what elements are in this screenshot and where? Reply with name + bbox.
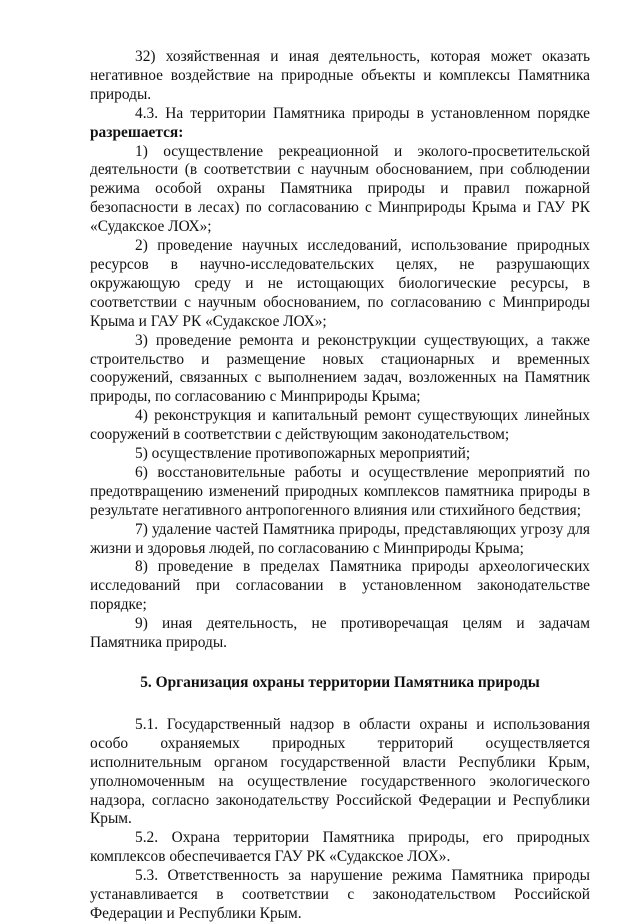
list-item-2: 2) проведение научных исследований, использование природных ресурсов в научно-исследовательских целях, не разрушающих окружающую среду и не истощающих биологические ресурсы, в соответствии с научным обоснованием, по согласованию с Минприроды Крыма и ГАУ РК «Судакское ЛОХ»; <box>90 237 590 330</box>
list-item-4: 4) реконструкция и капитальный ремонт существующих линейных сооружений в соответствии с действующим законодательством; <box>90 407 590 444</box>
paragraph-5-3: 5.3. Ответственность за нарушение режима Памятника природы устанавливается в соответствии с законодательством Российской Федерации и Республики Крым. <box>90 867 590 922</box>
paragraph-4-3 <box>90 105 590 143</box>
paragraph-5-1: 5.1. Государственный надзор в области охраны и использования особо охраняемых природных территорий осуществляется исполнительным органом государственной власти Республики Крым, уполномоченным на осуществление государственного экологического надзора, согласно законодательству Российской Федерации и Республики Крым. <box>90 715 590 828</box>
list-item-5: 5) осуществление противопожарных мероприятий; <box>135 445 471 463</box>
list-item-3: 3) проведение ремонта и реконструкции существующих, а также строительство и размещение новых стационарных и временных сооружений, связанных с выполнением задач, возложенных на Памятник природы, по согласованию с Минприроды Крыма; <box>90 331 590 406</box>
list-item-1: 1) осуществление рекреационной и эколого-просветительской деятельности (в соответствии с научным обоснованием, при соблюдении режима особой охраны Памятника природы и правил пожарной безопасности в лесах) по согласованию с Минприроды Крыма и ГАУ РК «Судакское ЛОХ»; <box>90 142 590 236</box>
section-heading: 5. Организация охраны территории Памятника природы <box>140 674 540 691</box>
list-item-8: 8) проведение в пределах Памятника природы археологических исследований при согласовании в установленном законодательстве порядке; <box>90 558 590 614</box>
paragraph-item-32: 32) хозяйственная и иная деятельность, которая может оказать негативное воздействие на природные объекты и комплексы Памятника природы. <box>90 48 590 103</box>
allowed-label: разрешается: <box>90 123 184 141</box>
list-item-9: 9) иная деятельность, не противоречащая целям и задачам Памятника природы. <box>90 615 590 652</box>
list-item-6: 6) восстановительные работы и осуществление мероприятий по предотвращению изменений природных комплексов памятника природы в результате негативного антропогенного влияния или стихийного бедствия; <box>90 463 590 519</box>
paragraph-4-3-text: 4.3. На территории Памятника природы в установленном порядке <box>135 104 590 122</box>
list-item-7: 7) удаление частей Памятника природы, представляющих угрозу для жизни и здоровья людей, по согласованию с Минприроды Крыма; <box>90 520 590 557</box>
paragraph-5-2: 5.2. Охрана территории Памятника природы, его природных комплексов обеспечивается ГАУ РК «Судакское ЛОХ». <box>90 829 590 866</box>
